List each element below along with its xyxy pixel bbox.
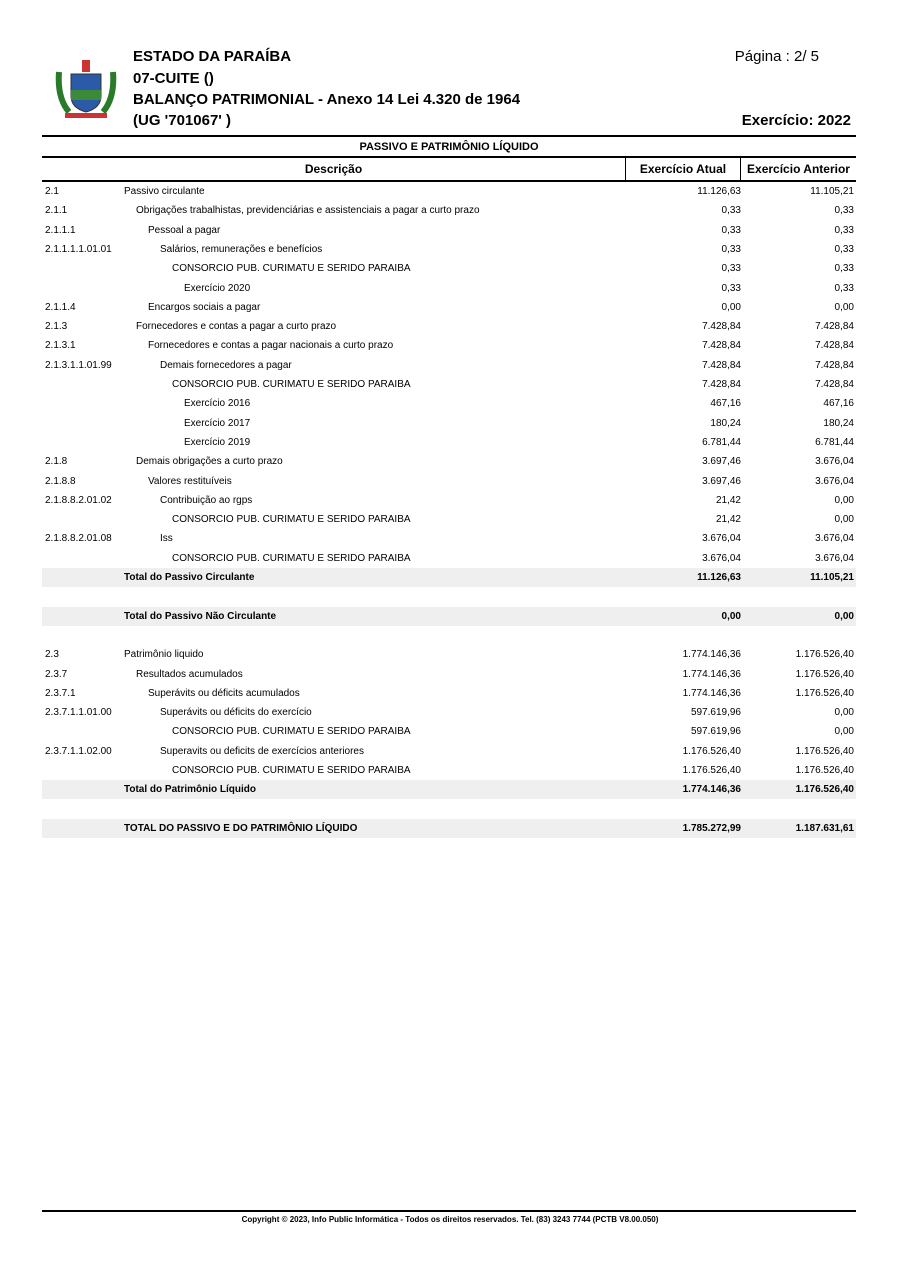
account-description: Obrigações trabalhistas, previdenciárias e assistenciais a pagar a curto prazo <box>136 205 480 217</box>
current-value: 1.176.526,40 <box>682 745 741 757</box>
previous-value: 3.676,04 <box>815 475 854 487</box>
current-value: 1.774.146,36 <box>682 784 741 796</box>
table-row <box>42 336 856 355</box>
table-row <box>42 742 856 761</box>
table-row <box>42 375 856 394</box>
account-description: CONSORCIO PUB. CURIMATU E SERIDO PARAIBA <box>172 726 411 738</box>
account-description: Encargos sociais a pagar <box>148 301 261 313</box>
account-code: 2.1.8.8.2.01.08 <box>45 533 112 545</box>
page-number: Página : 2/ 5 <box>734 48 819 65</box>
current-value: 7.428,84 <box>702 321 741 333</box>
previous-value: 3.676,04 <box>815 533 854 545</box>
current-value: 0,33 <box>721 243 741 255</box>
table-row <box>42 703 856 722</box>
table-row <box>42 722 856 741</box>
current-value: 7.428,84 <box>702 340 741 352</box>
previous-value: 0,00 <box>834 610 854 622</box>
coat-of-arms-logo <box>55 58 117 120</box>
previous-value: 0,00 <box>834 707 854 719</box>
state-name: ESTADO DA PARAÍBA <box>133 48 292 65</box>
current-value: 597.619,96 <box>690 726 741 738</box>
total-label: Total do Passivo Circulante <box>124 572 255 583</box>
account-code: 2.3.7 <box>45 668 68 680</box>
current-value: 7.428,84 <box>702 379 741 390</box>
column-header-previous: Exercício Anterior <box>747 162 850 176</box>
account-code: 2.3.7.1 <box>45 687 76 699</box>
table-row <box>42 298 856 317</box>
account-description: Demais obrigações a curto prazo <box>136 456 283 468</box>
previous-value: 0,33 <box>834 243 854 255</box>
previous-value: 180,24 <box>823 417 854 429</box>
previous-value: 7.428,84 <box>815 340 854 352</box>
account-code: 2.1.8.8 <box>45 475 76 487</box>
account-description: Patrimônio liquido <box>124 649 204 661</box>
account-description: Exercício 2017 <box>184 417 251 429</box>
table-row <box>42 414 856 433</box>
current-value: 3.676,04 <box>702 533 741 545</box>
account-description: Pessoal a pagar <box>148 224 221 236</box>
previous-value: 11.105,21 <box>810 186 854 197</box>
previous-value: 1.176.526,40 <box>795 765 854 776</box>
previous-value: 0,33 <box>834 205 854 217</box>
previous-value: 1.176.526,40 <box>795 687 854 699</box>
previous-value: 0,33 <box>834 263 854 275</box>
previous-value: 467,16 <box>823 398 854 410</box>
account-description: CONSORCIO PUB. CURIMATU E SERIDO PARAIBA <box>172 552 411 564</box>
current-value: 0,00 <box>721 301 741 313</box>
account-description: CONSORCIO PUB. CURIMATU E SERIDO PARAIBA <box>172 765 411 776</box>
current-value: 597.619,96 <box>690 707 741 719</box>
table-row <box>42 182 856 201</box>
current-value: 0,00 <box>721 610 741 622</box>
account-description: Superávits ou déficits acumulados <box>148 687 300 699</box>
account-description: Demais fornecedores a pagar <box>160 359 292 371</box>
account-code: 2.1.8 <box>45 456 68 468</box>
table-row <box>42 491 856 510</box>
account-description: Salários, remunerações e benefícios <box>160 243 323 255</box>
current-value: 1.785.272,99 <box>682 822 741 834</box>
table-row <box>42 240 856 259</box>
account-description: Superávits ou déficits do exercício <box>160 707 312 719</box>
account-code: 2.1.3.1.1.01.99 <box>45 359 112 371</box>
current-value: 21,42 <box>715 514 741 526</box>
previous-value: 11.105,21 <box>810 572 854 583</box>
table-row <box>42 529 856 548</box>
column-header-current: Exercício Atual <box>639 162 727 176</box>
account-code: 2.1.1.1 <box>45 224 76 236</box>
account-description: Iss <box>160 533 173 545</box>
table-row <box>42 510 856 529</box>
account-code: 2.3.7.1.1.01.00 <box>45 707 112 719</box>
account-code: 2.1.8.8.2.01.02 <box>45 494 112 506</box>
account-description: Exercício 2016 <box>184 398 251 410</box>
divider <box>42 135 856 137</box>
previous-value: 7.428,84 <box>815 379 854 390</box>
previous-value: 1.187.631,61 <box>795 822 854 834</box>
previous-value: 6.781,44 <box>815 436 854 448</box>
previous-value: 0,33 <box>834 224 854 236</box>
current-value: 21,42 <box>715 494 741 506</box>
account-description: Exercício 2020 <box>184 282 251 294</box>
current-value: 11.126,63 <box>697 186 741 197</box>
current-value: 1.774.146,36 <box>682 687 741 699</box>
previous-value: 1.176.526,40 <box>795 668 854 680</box>
account-code: 2.1.3.1 <box>45 340 76 352</box>
current-value: 3.697,46 <box>702 456 741 468</box>
account-description: Fornecedores e contas a pagar nacionais a curto prazo <box>148 340 394 352</box>
copyright-footer: Copyright © 2023, Info Public Informática - Todos os direitos reservados. Tel. (83) 3243 7744 (PCTB V8.00.050) <box>241 1215 659 1224</box>
previous-value: 7.428,84 <box>815 359 854 371</box>
table-row <box>42 259 856 278</box>
account-description: Valores restituíveis <box>148 475 232 487</box>
previous-value: 0,00 <box>834 726 854 738</box>
table-row <box>42 761 856 780</box>
current-value: 1.774.146,36 <box>682 668 741 680</box>
account-description: Contribuição ao rgps <box>160 494 253 506</box>
current-value: 467,16 <box>710 398 741 410</box>
current-value: 11.126,63 <box>697 572 741 583</box>
previous-value: 3.676,04 <box>815 456 854 468</box>
table-row <box>42 452 856 471</box>
previous-value: 0,00 <box>834 514 854 526</box>
previous-value: 0,00 <box>834 494 854 506</box>
total-row <box>42 819 856 838</box>
previous-value: 7.428,84 <box>815 321 854 333</box>
account-description: CONSORCIO PUB. CURIMATU E SERIDO PARAIBA <box>172 379 411 390</box>
account-code: 2.3.7.1.1.02.00 <box>45 745 112 757</box>
account-description: CONSORCIO PUB. CURIMATU E SERIDO PARAIBA <box>172 263 411 275</box>
table-row <box>42 549 856 568</box>
footer-divider <box>42 1210 856 1212</box>
current-value: 3.697,46 <box>702 475 741 487</box>
column-header-description: Descrição <box>304 162 363 176</box>
current-value: 0,33 <box>721 282 741 294</box>
table-row <box>42 279 856 298</box>
account-description: Passivo circulante <box>124 186 205 197</box>
ug-code: (UG '701067' ) <box>133 112 232 129</box>
account-description: Resultados acumulados <box>136 668 243 680</box>
table-row <box>42 645 856 664</box>
account-code: 2.1.1.4 <box>45 301 76 313</box>
table-row <box>42 201 856 220</box>
table-row <box>42 221 856 240</box>
exercise-year: Exercício: 2022 <box>741 112 851 129</box>
previous-value: 0,33 <box>834 282 854 294</box>
current-value: 0,33 <box>721 224 741 236</box>
account-description: Superavits ou deficits de exercícios anteriores <box>160 745 364 757</box>
previous-value: 1.176.526,40 <box>795 649 854 661</box>
current-value: 3.676,04 <box>702 552 741 564</box>
current-value: 1.774.146,36 <box>682 649 741 661</box>
previous-value: 1.176.526,40 <box>795 745 854 757</box>
report-title: BALANÇO PATRIMONIAL - Anexo 14 Lei 4.320 de 1964 <box>133 91 521 108</box>
table-row <box>42 684 856 703</box>
account-description: Exercício 2019 <box>184 436 251 448</box>
section-title: PASSIVO E PATRIMÔNIO LÍQUIDO <box>359 141 539 153</box>
current-value: 180,24 <box>710 417 741 429</box>
previous-value: 3.676,04 <box>815 552 854 564</box>
table-row <box>42 317 856 336</box>
total-row <box>42 780 856 799</box>
total-row <box>42 607 856 626</box>
total-label: Total do Passivo Não Circulante <box>124 610 277 622</box>
total-row <box>42 568 856 587</box>
account-code: 2.3 <box>45 649 59 661</box>
current-value: 1.176.526,40 <box>682 765 741 776</box>
current-value: 0,33 <box>721 205 741 217</box>
total-label: TOTAL DO PASSIVO E DO PATRIMÔNIO LÍQUIDO <box>124 822 358 834</box>
current-value: 0,33 <box>721 263 741 275</box>
account-code: 2.1 <box>45 186 59 197</box>
current-value: 6.781,44 <box>702 436 741 448</box>
table-row <box>42 472 856 491</box>
account-code: 2.1.1.1.1.01.01 <box>45 243 112 255</box>
account-description: CONSORCIO PUB. CURIMATU E SERIDO PARAIBA <box>172 514 411 526</box>
account-description: Fornecedores e contas a pagar a curto prazo <box>136 321 337 333</box>
table-row <box>42 394 856 413</box>
account-code: 2.1.1 <box>45 205 68 217</box>
account-code: 2.1.3 <box>45 321 68 333</box>
current-value: 7.428,84 <box>702 359 741 371</box>
table-row <box>42 433 856 452</box>
total-label: Total do Patrimônio Líquido <box>124 784 257 796</box>
previous-value: 0,00 <box>834 301 854 313</box>
table-row <box>42 665 856 684</box>
entity-name: 07-CUITE () <box>133 70 214 87</box>
previous-value: 1.176.526,40 <box>795 784 854 796</box>
table-row <box>42 356 856 375</box>
